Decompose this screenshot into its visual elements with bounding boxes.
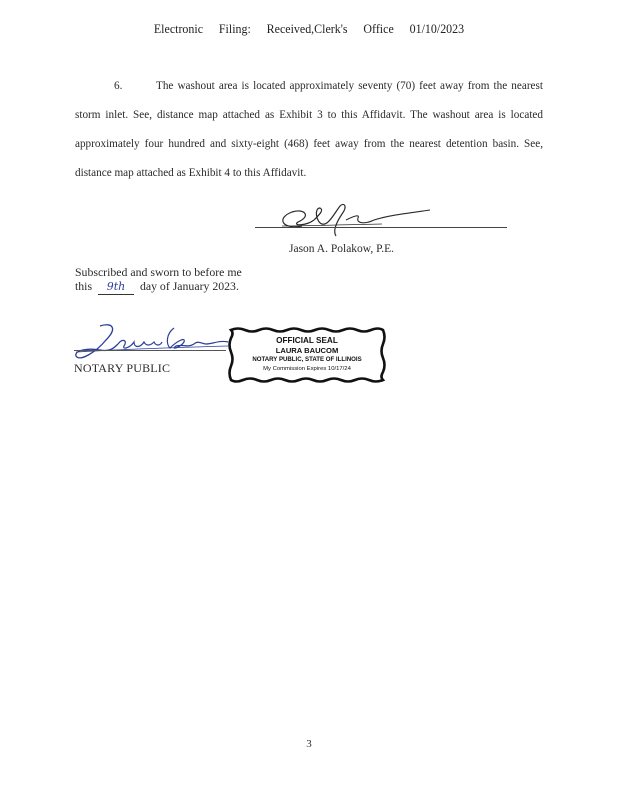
seal-title: OFFICIAL SEAL (276, 336, 338, 345)
filing-header (25, 21, 594, 37)
jurat-this: this (75, 279, 93, 293)
jurat-line1: Subscribed and sworn to before me (75, 265, 242, 279)
header-electronic: Electronic (153, 21, 204, 36)
header-date: 01/10/2023 (409, 21, 465, 36)
signer-signature (262, 196, 437, 242)
header-received: Received,Clerk's (266, 21, 348, 36)
paragraph-6 (75, 72, 543, 188)
paragraph-number: 6. (114, 80, 123, 92)
jurat-rest: day of January 2023. (139, 279, 239, 293)
signature-line (255, 227, 507, 228)
jurat-day: 9th (98, 280, 134, 295)
header-office: Office (363, 21, 394, 36)
signer-name: Jason A. Polakow, P.E. (289, 243, 394, 255)
seal-name: LAURA BAUCOM (275, 345, 339, 355)
jurat-line2 (75, 279, 242, 295)
seal-state: NOTARY PUBLIC, STATE OF ILLINOIS (252, 356, 362, 363)
header-filing: Filing: (218, 21, 251, 36)
page-number: 3 (306, 738, 312, 750)
paragraph-text: The washout area is located approximately seventy (70) feet away from the nearest storm inlet. See, distance map attached as Exhibit 3 to this Affidavit. The washout area is located approximately four hundred and sixty-eight (468) feet away from the nearest detention basin. See, distance map attached as Exhibit 4 to this Affidavit. (75, 80, 543, 179)
notary-signature-line (74, 350, 226, 351)
notary-public-label: NOTARY PUBLIC (74, 361, 171, 375)
jurat (75, 265, 242, 295)
notary-signature (70, 318, 230, 366)
seal-expiration: My Commission Expires 10/17/24 (263, 365, 351, 372)
official-seal (228, 327, 386, 383)
